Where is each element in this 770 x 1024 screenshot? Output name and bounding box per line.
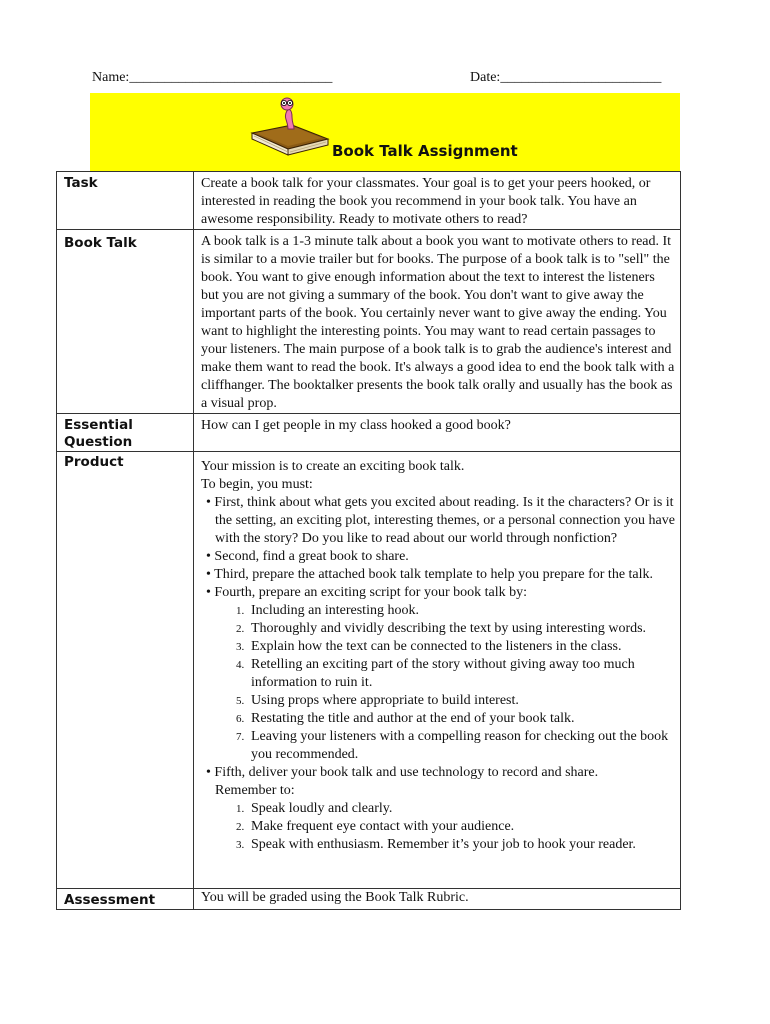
- list-item: • First, think about what gets you excited about reading. Is it the characters? Or is it the setting, an exciting plot, interesting themes, or a personal connection you have with the story? Do you like to read about our world through nonfiction?: [206, 495, 675, 546]
- list-item: [201, 584, 676, 602]
- bookworm-on-book-icon: [248, 95, 332, 159]
- remember-steps-list: [201, 800, 676, 854]
- assessment-text: You will be graded using the Book Talk Rubric.: [201, 890, 469, 905]
- book-talk-description: A book talk is a 1-3 minute talk about a book you want to motivate others to read. It is similar to a movie trailer but for books. The purpose of a book talk is to "sell" the book. You want to give enough information about the text to interest the listeners but you are not giving a summary of the book. You don't want to give away the important parts of the book. You certainly never want to give away the ending. You want to highlight the interesting points. You may want to read certain passages to your listeners. The main purpose of a book talk is to grab the audience's interest and make them want to read the book. It's always a good idea to end the book talk with a cliffhanger. The booktalker presents the book talk orally and usually has the book as a visual prop.: [201, 234, 675, 411]
- list-item: 7. Leaving your listeners with a compelling reason for checking out the book you recommended.: [247, 728, 676, 764]
- page-title: Book Talk Assignment: [332, 142, 518, 160]
- row-label-book-talk: Book Talk: [64, 235, 137, 251]
- list-item: • Fifth, deliver your book talk and use technology to record and share.: [206, 765, 599, 780]
- product-final-step: [201, 764, 676, 782]
- remember-label: Remember to:: [215, 783, 295, 798]
- list-item: 6. Restating the title and author at the end of your book talk.: [247, 710, 676, 728]
- product-intro: Your mission is to create an exciting book talk.: [201, 459, 465, 474]
- title-banner: [90, 93, 680, 171]
- list-item: 3. Explain how the text can be connected to the listeners in the class.: [247, 638, 676, 656]
- list-item: 4. Retelling an exciting part of the story without giving away too much information to ruin it.: [247, 656, 676, 692]
- table-row-essential-question: [57, 414, 681, 452]
- list-item: 1. Speak loudly and clearly.: [247, 800, 676, 818]
- task-description: Create a book talk for your classmates. Your goal is to get your peers hooked, or interested in reading the book you recommend in your book talk. You have an awesome responsibility. Ready to motivate others to read?: [201, 176, 651, 227]
- row-label-product: Product: [64, 454, 124, 470]
- row-label-task: Task: [64, 175, 98, 191]
- essential-question-text: How can I get people in my class hooked a good book?: [201, 418, 511, 433]
- name-field-line: Name:_____________________________: [92, 70, 333, 85]
- row-label-assessment: Assessment: [64, 892, 156, 908]
- fourth-step-text: • Fourth, prepare an exciting script for your book talk by:: [206, 585, 527, 600]
- table-row-task: [57, 172, 681, 230]
- table-row-product: [57, 452, 681, 889]
- list-item: 3. Speak with enthusiasm. Remember it’s your job to hook your reader.: [247, 836, 676, 854]
- row-label-essential-question: Essential Question: [64, 417, 133, 450]
- date-field-line: Date:_______________________: [470, 70, 662, 85]
- list-item: • Third, prepare the attached book talk template to help you prepare for the talk.: [206, 567, 654, 582]
- script-steps-list: [201, 602, 676, 764]
- assignment-table: [56, 171, 681, 910]
- product-steps-list: [201, 494, 676, 602]
- list-item: • Second, find a great book to share.: [206, 549, 409, 564]
- table-row-assessment: [57, 889, 681, 910]
- product-intro-begin: To begin, you must:: [201, 477, 313, 492]
- list-item: 2. Thoroughly and vividly describing the text by using interesting words.: [247, 620, 676, 638]
- list-item: 5. Using props where appropriate to build interest.: [247, 692, 676, 710]
- list-item: 2. Make frequent eye contact with your audience.: [247, 818, 676, 836]
- list-item: 1. Including an interesting hook.: [247, 602, 676, 620]
- table-row-book-talk: [57, 230, 681, 414]
